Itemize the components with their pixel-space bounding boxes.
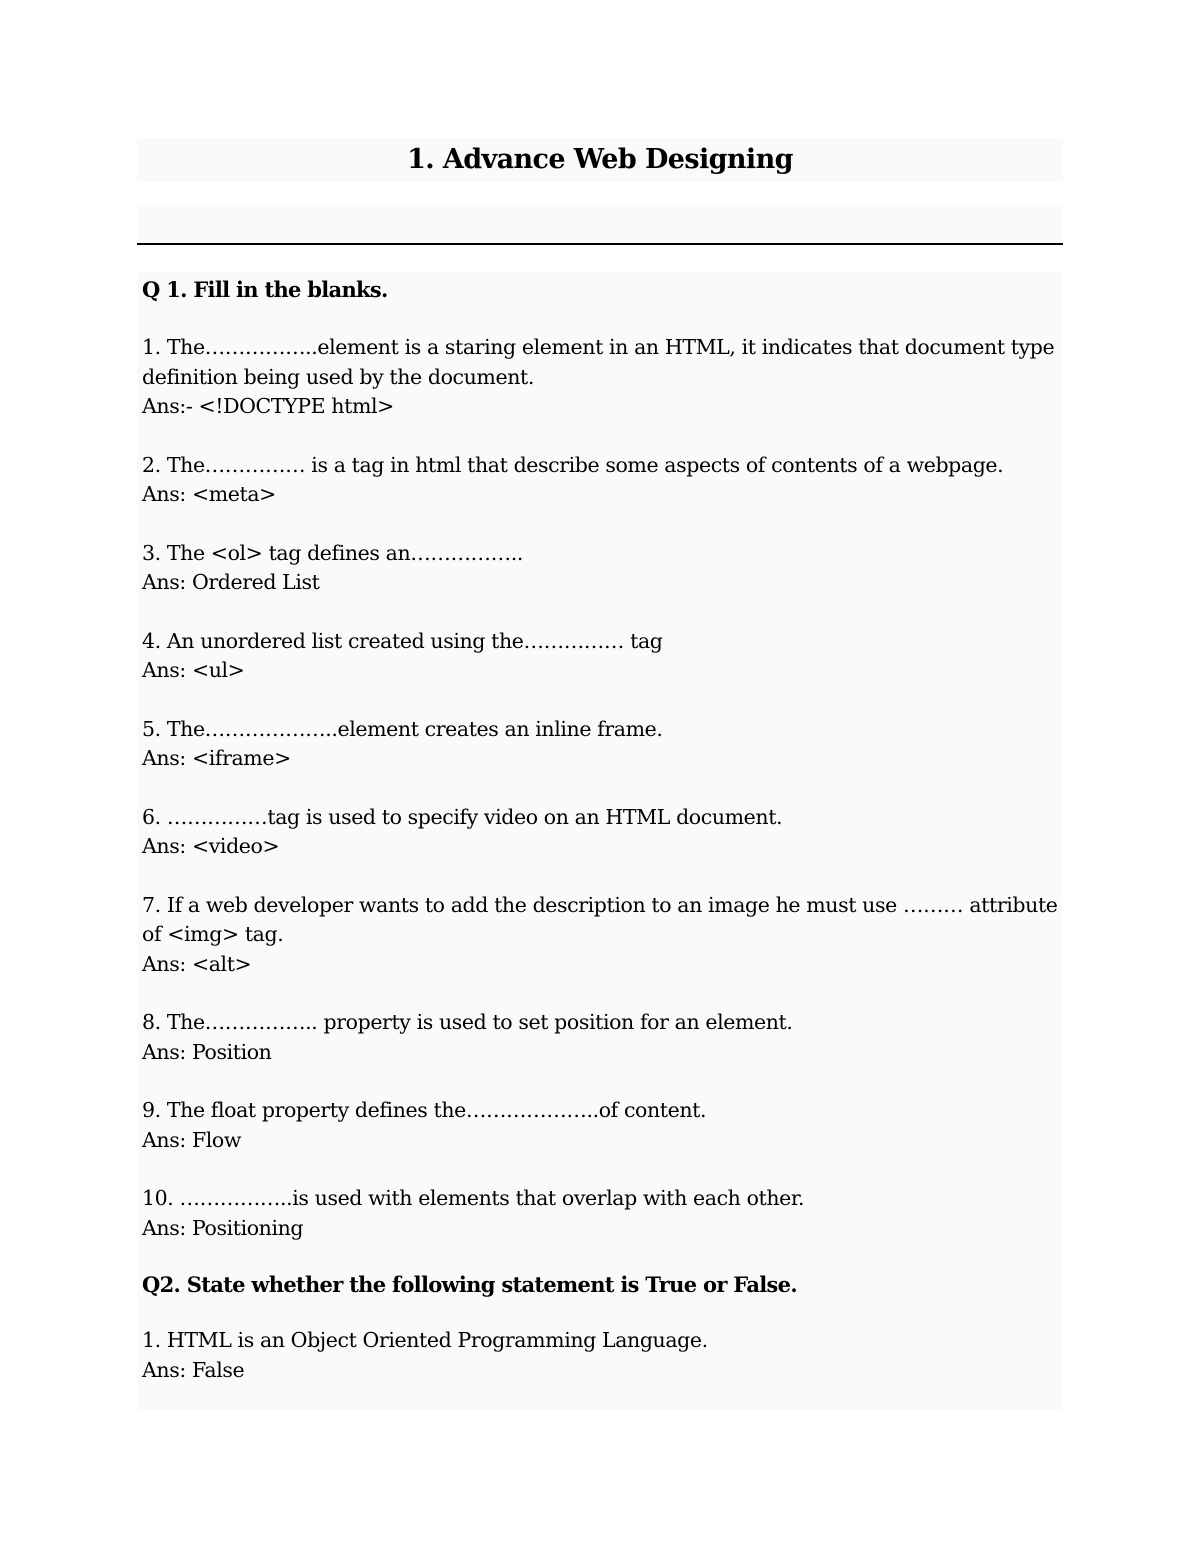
question-item-4 bbox=[142, 627, 1060, 686]
section-heading-fill-blanks: Q 1. Fill in the blanks. bbox=[142, 277, 388, 302]
answer-text: Ans: Positioning bbox=[142, 1215, 304, 1240]
document-body bbox=[142, 275, 1060, 1385]
question-text: 5. The………………..element creates an inline frame. bbox=[142, 716, 663, 741]
question-text: 7. If a web developer wants to add the description to an image he must use ……… attribute of <img> tag. bbox=[142, 892, 1058, 946]
question-text: 4. An unordered list created using the…………… tag bbox=[142, 628, 663, 653]
answer-text: Ans: False bbox=[142, 1357, 245, 1382]
answer-text: Ans: <meta> bbox=[142, 482, 276, 506]
question-text: 1. HTML is an Object Oriented Programming Language. bbox=[142, 1328, 708, 1352]
question-text: 8. The…………….. property is used to set position for an element. bbox=[142, 1010, 793, 1034]
question-text: 6. ……………tag is used to specify video on an HTML document. bbox=[142, 804, 783, 829]
title-divider bbox=[137, 243, 1063, 245]
question-text: 1. The……………..element is a staring element in an HTML, it indicates that document type definition being used by the document. bbox=[142, 335, 1055, 389]
subtitle-area bbox=[137, 204, 1063, 242]
question-text: 3. The <ol> tag defines an…………….. bbox=[142, 540, 523, 565]
answer-text: Ans: Ordered List bbox=[142, 570, 320, 594]
question-item-3 bbox=[142, 539, 1060, 598]
answer-text: Ans: <alt> bbox=[142, 951, 252, 976]
question-item-10 bbox=[142, 1184, 1060, 1243]
question-text: 10. ……………..is used with elements that overlap with each other. bbox=[142, 1186, 805, 1210]
answer-text: Ans: Position bbox=[142, 1039, 272, 1064]
question-text: 9. The float property defines the………………..of content. bbox=[142, 1098, 707, 1122]
question-item-6 bbox=[142, 803, 1060, 862]
page-title: 1. Advance Web Designing bbox=[407, 144, 793, 175]
answer-text: Ans: Flow bbox=[142, 1127, 242, 1152]
question-item-5 bbox=[142, 715, 1060, 774]
question-item-1 bbox=[142, 333, 1060, 422]
answer-text: Ans: <video> bbox=[142, 834, 280, 858]
question-item-8 bbox=[142, 1008, 1060, 1067]
section-heading-true-false: Q2. State whether the following statement is True or False. bbox=[142, 1272, 797, 1297]
answer-text: Ans: <iframe> bbox=[142, 746, 291, 770]
question-item-7 bbox=[142, 891, 1060, 980]
answer-text: Ans: <ul> bbox=[142, 658, 245, 682]
question-text: 2. The…………… is a tag in html that describe some aspects of contents of a webpage. bbox=[142, 452, 1004, 477]
question-item-2 bbox=[142, 451, 1060, 510]
question-item-9 bbox=[142, 1096, 1060, 1155]
answer-text: Ans:- <!DOCTYPE html> bbox=[142, 394, 394, 418]
true-false-item-1 bbox=[142, 1326, 1060, 1385]
